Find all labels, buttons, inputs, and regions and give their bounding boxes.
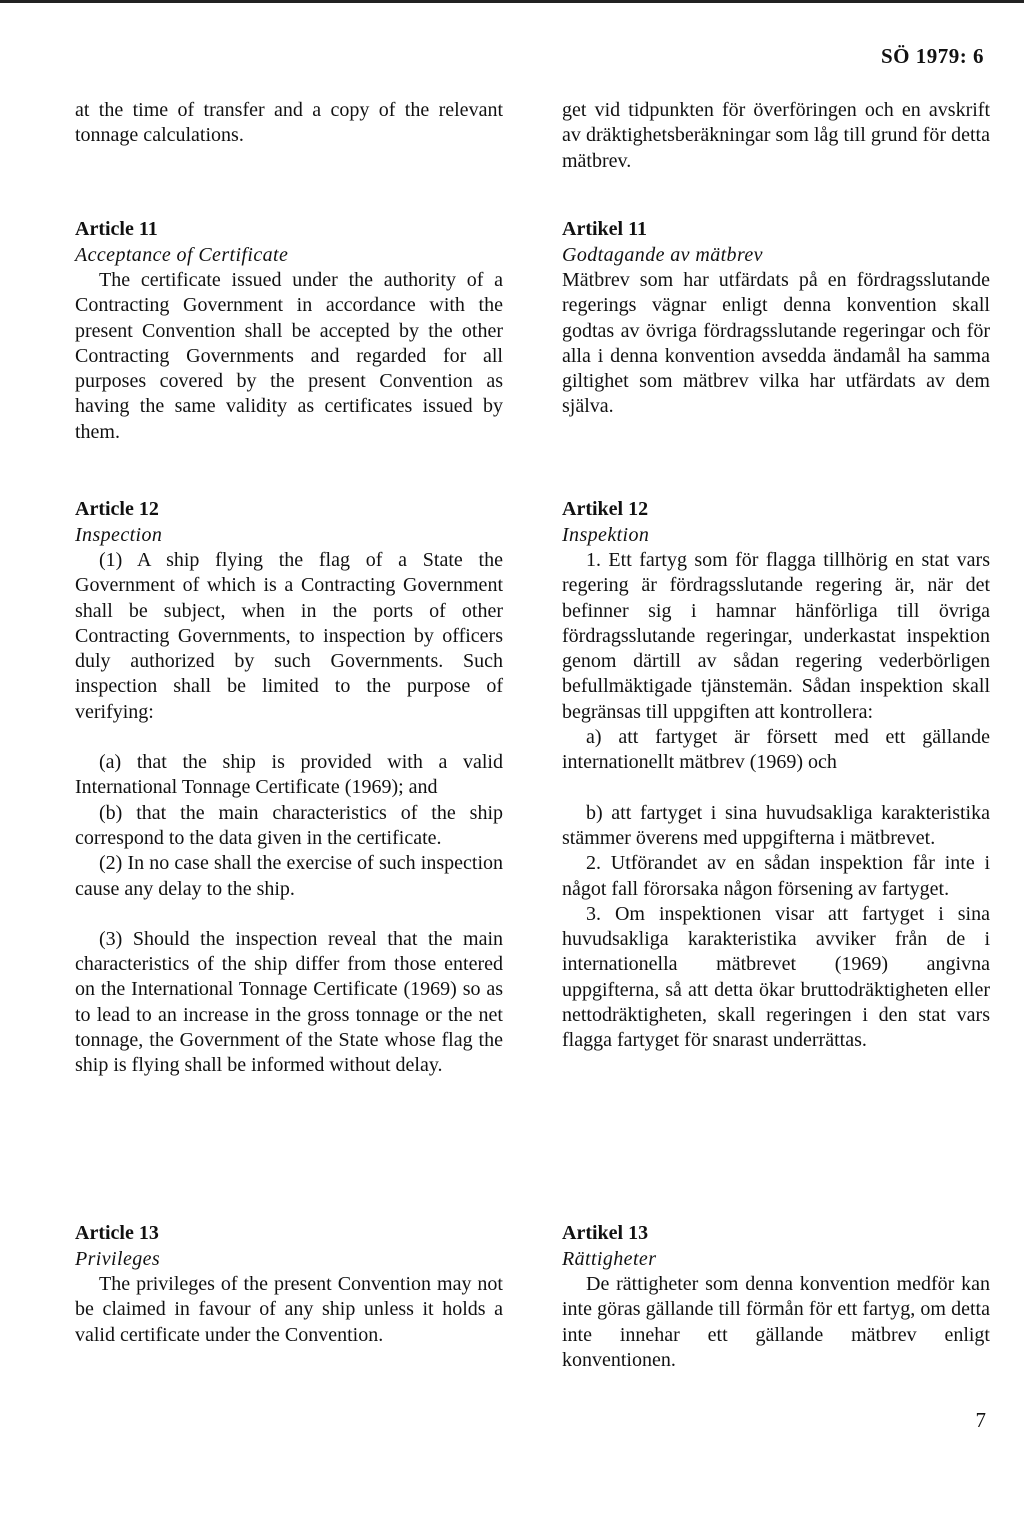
article-11-subheading: Acceptance of Certificate [75, 244, 289, 266]
artikel-12-paragraph-3: 3. Om inspektionen visar att fartyget i sina huvudsakliga karakteristika avviker från de i internationella mätbrevet (1969) angivna uppgifterna, så att detta ökar bruttodräktigheten eller nettodräktigheten, skall regeringen i den stat vars flagga fartyget för snarast underrättas. [562, 902, 990, 1052]
article-12-paragraph-a: (a) that the ship is provided with a valid International Tonnage Certificate (1969); and [75, 751, 503, 799]
article-13-subheading: Privileges [75, 1248, 161, 1270]
english-article-11 [75, 216, 503, 445]
artikel-13-heading: Artikel 13 [562, 1222, 649, 1244]
article-13-paragraph: The privileges of the present Convention may not be claimed in favour of any ship unless it holds a valid certificate under the Convention. [75, 1273, 503, 1346]
artikel-12-paragraph-2: 2. Utförandet av en sådan inspektion får inte i något fall förorsaka någon försening av fartyget. [562, 852, 990, 900]
article-12-paragraph-1: (1) A ship flying the flag of a State the Government of which is a Contracting Government shall be subject, when in the ports of other Contracting Governments, to inspection by officers duly authorized by such Governments. Such inspection shall be limited to the purpose of verifying: [75, 549, 503, 723]
article-12-paragraph-2: (2) In no case shall the exercise of such inspection cause any delay to the ship. [75, 852, 503, 900]
english-article-13 [75, 1220, 503, 1348]
swedish-artikel-13 [562, 1220, 990, 1373]
english-article-12 [75, 496, 503, 1079]
artikel-12-paragraph-a: a) att fartyget är försett med ett gällande internationellt mätbrev (1969) och [562, 726, 990, 774]
artikel-13-paragraph: De rättigheter som denna konvention medför kan inte göras gällande till förmån för ett fartyg, om detta inte innehar ett gällande mätbrev enligt konventionen. [562, 1273, 990, 1371]
swedish-artikel-12 [562, 496, 990, 1054]
artikel-12-heading: Artikel 12 [562, 498, 649, 520]
article-13-heading: Article 13 [75, 1222, 159, 1244]
artikel-11-subheading: Godtagande av mätbrev [562, 244, 763, 266]
article-11-heading: Article 11 [75, 218, 158, 240]
article-11-paragraph: The certificate issued under the authority of a Contracting Government in accordance with the present Convention shall be accepted by the other Contracting Governments and regarded for all purposes covered by the present Convention as having the same validity as certificates issued by them. [75, 269, 503, 443]
artikel-11-heading: Artikel 11 [562, 218, 647, 240]
swedish-intro [562, 98, 990, 174]
artikel-12-paragraph-1: 1. Ett fartyg som för flagga tillhörig en stat vars regering är fördragsslutande regering är, när det befinner sig i hamnar hänförliga till övriga fördragsslutande regeringar, underkastat inspektion genom därtill av sådan regering vederbörligen befullmäktigade tjänstemän. Sådan inspektion skall begränsas till uppgiften att kontrollera: [562, 549, 990, 723]
artikel-12-subheading: Inspektion [562, 524, 650, 546]
swedish-artikel-11 [562, 216, 990, 420]
artikel-12-paragraph-b: b) att fartyget i sina huvudsakliga karakteristika stämmer överens med uppgifterna i mätbrevet. [562, 801, 990, 849]
article-12-paragraph-3: (3) Should the inspection reveal that the main characteristics of the ship differ from those entered on the International Tonnage Certificate (1969) so as to lead to an increase in the gross tonnage or the net tonnage, the Government of the State whose flag the ship is flying shall be informed without delay. [75, 927, 503, 1077]
article-12-paragraph-b: (b) that the main characteristics of the ship correspond to the data given in the certificate. [75, 801, 503, 849]
top-rule [0, 0, 1024, 3]
english-intro [75, 98, 503, 149]
article-12-subheading: Inspection [75, 524, 163, 546]
artikel-13-subheading: Rättigheter [562, 1248, 657, 1270]
swedish-intro-text: get vid tidpunkten för överföringen och en avskrift av dräktighetsberäkningar som låg till grund för detta mätbrev. [562, 99, 990, 172]
english-intro-text: at the time of transfer and a copy of the relevant tonnage calculations. [75, 99, 503, 147]
artikel-11-paragraph: Mätbrev som har utfärdats på en fördragsslutande regerings vägnar enligt denna konvention skall godtas av övriga fördragsslutande regeringar och för alla i denna konvention avsedda ändamål ha samma giltighet som mätbrev vilka har utfärdats av dem själva. [562, 269, 990, 418]
document-reference: SÖ 1979: 6 [880, 44, 984, 68]
page-number: 7 [975, 1408, 986, 1432]
article-12-heading: Article 12 [75, 498, 159, 520]
